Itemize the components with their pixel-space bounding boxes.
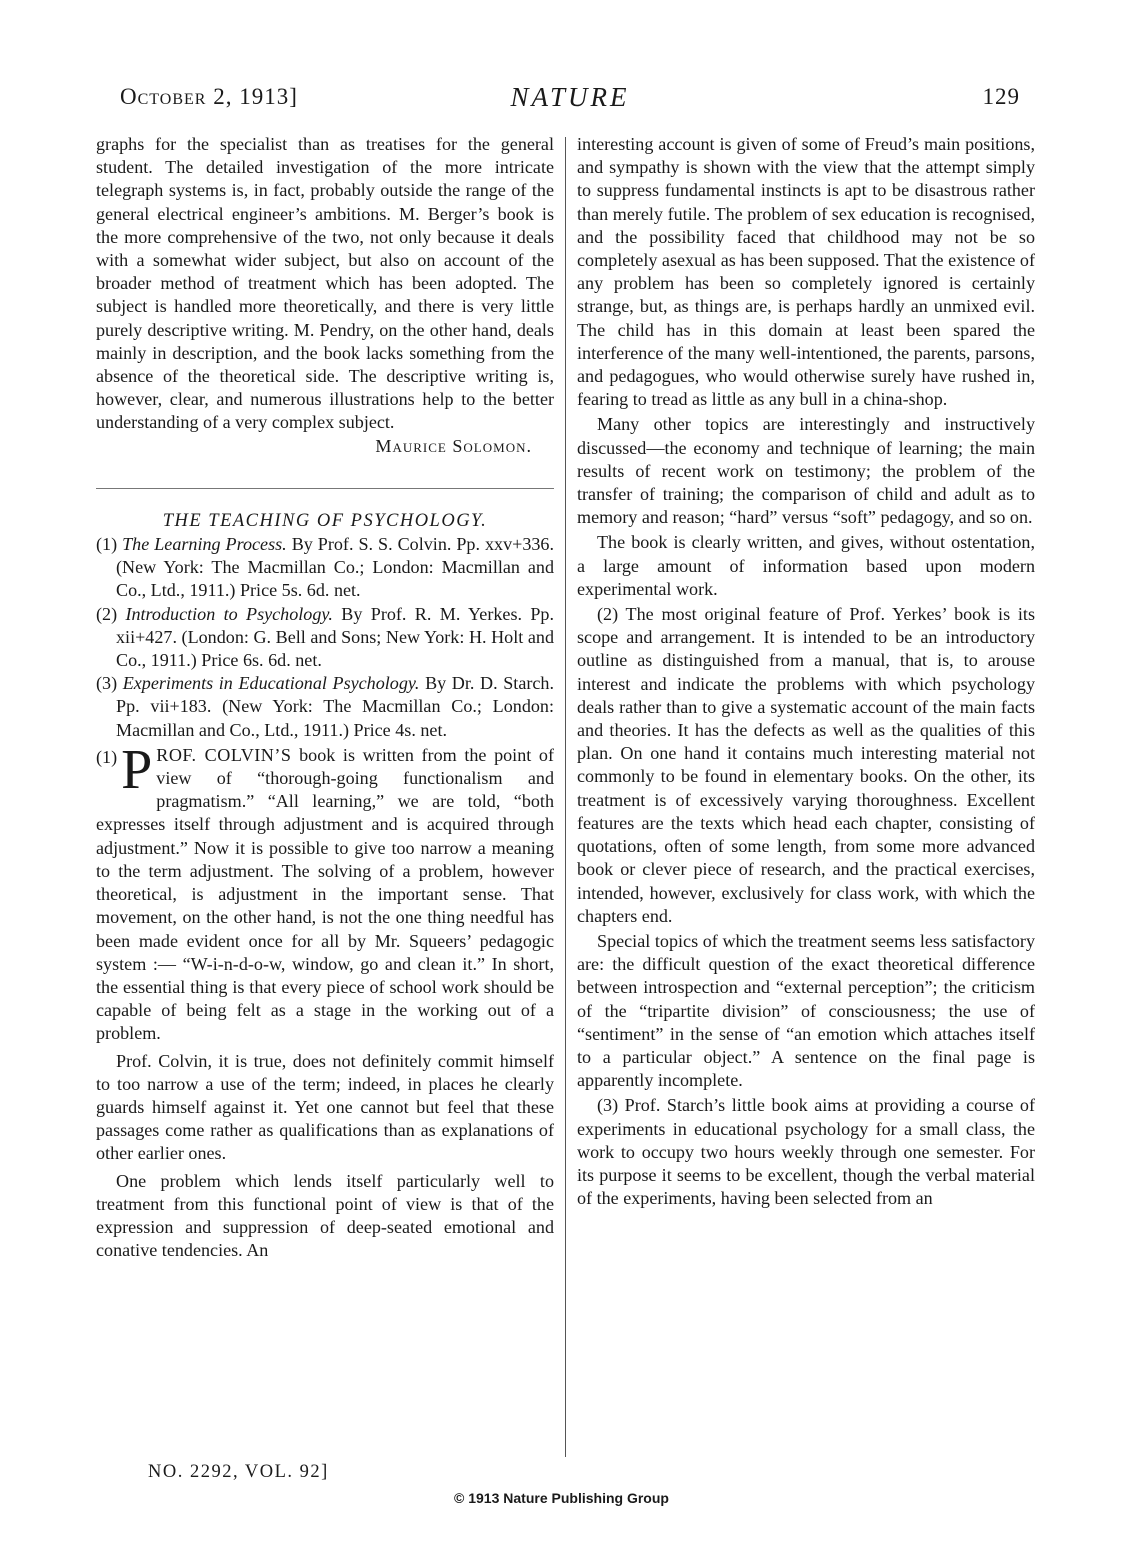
bib-details: By Prof. S. S. Colvin. Pp. xxv+336. (New York: The Macmillan Co.; London: Macmillan and Co., Ltd., 1911.) Price 5s. 6d. net.	[116, 534, 554, 601]
review-paragraph: (2) The most original feature of Prof. Yerkes’ book is its scope and arrangement. It is intended to be an introductory outline as distinguished from a manual, that is, to arouse interest and indicate the problems with which psychology deals rather than to give a systematic account of the main facts and theories. It has the defects as well as the qualities of this plan. On one hand it contains much interesting material not commonly to be found in elementary books. On the other, its treatment is of excessively varying thoroughness. Excellent features are the texts which head each chapter, consisting of quotations, often of some length, from some more advanced book or clever piece of research, and the practical exercises, intended, however, exclusively for class work, with which the chapters end.	[577, 604, 1035, 926]
review-paragraph: interesting account is given of some of Freud’s main positions, and sympathy is shown with the view that the attempt simply to suppress fundamental instincts is apt to be disastrous rather than merely futile. The problem of sex education is recognised, and the possibility faced that childhood may not be so completely asexual as has been supposed. That the existence of any problem has been so completely ignored is certainly strange, but, as things are, is perhaps hardly an unmixed evil. The child has in this domain at least been spared the interference of the many well-intentioned, the parents, parsons, and pedagogues, who would otherwise surely have rushed in, fearing to tread as little as any bull in a china-shop.	[577, 134, 1035, 410]
running-header	[120, 82, 1020, 118]
journal-title: NATURE	[510, 82, 630, 112]
bib-number: (1)	[96, 534, 123, 555]
review-paragraph	[96, 738, 554, 1046]
drop-cap: P	[121, 738, 153, 801]
paragraph-text: book is written from the point of view of “thorough-going functionalism and pragmatism.” “All learning,” we are told, “both expresses itself through adjustment and is acquired through adjustment.” Now it is possible to give too narrow a meaning to the term adjustment. The solving of a problem, however theoretical, is adjustment in the important sense. That movement, on the other hand, is not the one thing needful has been made evident once for all by Mr. Squeers’ pedagogic system :— “W-i-n-d-o-w, window, go and clean it.” In short, the essential thing is that every piece of school work should be capable of being felt as a stage in the working out of a problem.	[96, 744, 554, 1044]
bib-details: By Dr. D. Starch. Pp. vii+183. (New York: The Macmillan Co.; London: Macmillan and Co., Ltd., 1911.) Price 4s. net.	[116, 673, 554, 740]
review-paragraph: Special topics of which the treatment seems less satisfactory are: the difficult question of the exact theoretical difference between introspection and “external perception”; the criticism of the “tripartite division” of consciousness; the use of “sentiment” in the sense of “an emotion which attaches itself to a particular object.” A sentence on the final page is apparently incomplete.	[577, 930, 1035, 1091]
review-paragraph: Many other topics are interestingly and instructively discussed—the economy and technique of learning; the main results of recent work on testimony; the problem of the transfer of training; the comparison of child and adult as to memory and reason; “hard” versus “soft” pedagogy, and so on.	[577, 414, 1035, 528]
review-number: (1)	[96, 746, 118, 767]
bib-title: Experiments in Educational Psychology.	[122, 673, 420, 694]
bib-details: By Prof. R. M. Yerkes. Pp. xii+427. (London: G. Bell and Sons; New York: H. Holt and Co., 1911.) Price 6s. 6d. net.	[116, 603, 554, 671]
right-column	[577, 133, 1035, 1458]
review-paragraph: Prof. Colvin, it is true, does not definitely commit himself to too narrow a use of the term; indeed, in places he clearly guards himself against it. Yet one cannot but feel that these passages come rather as qualifications than as explanations of other earlier ones.	[96, 1050, 554, 1164]
lead-in-caps: ROF. COLVIN’S	[156, 744, 292, 765]
section-divider	[96, 488, 554, 490]
bibliography-entry	[96, 533, 554, 603]
bib-number: (3)	[96, 673, 123, 694]
section-title: THE TEACHING OF PSYCHOLOGY.	[162, 510, 488, 531]
review-signature: Maurice Solomon.	[375, 435, 532, 456]
bib-number: (2)	[96, 603, 126, 624]
copyright-notice: © 1913 Nature Publishing Group	[454, 1490, 669, 1506]
bib-title: The Learning Process.	[122, 534, 287, 555]
volume-number: NO. 2292, VOL. 92]	[148, 1462, 329, 1482]
review-paragraph: The book is clearly written, and gives, without ostentation, a large amount of information based upon modern experimental work.	[577, 532, 1035, 599]
review-paragraph: (3) Prof. Starch’s little book aims at providing a course of experiments in educational psychology for a small class, the work to occupy two hours weekly through one semester. For its purpose it seems to be excellent, though the verbal material of the experiments, having been selected from an	[577, 1095, 1035, 1209]
bibliography-entry	[96, 603, 554, 673]
column-rule	[565, 137, 566, 1457]
bib-title: Introduction to Psychology.	[125, 603, 333, 624]
bibliography-entry	[96, 672, 554, 742]
review-paragraph: One problem which lends itself particularly well to treatment from this functional point of view is that of the expression and suppression of deep-seated emotional and conative tendencies. An	[96, 1170, 554, 1261]
left-column	[96, 133, 554, 1458]
issue-date: October 2, 1913]	[120, 84, 298, 109]
page-number: 129	[982, 84, 1020, 109]
intro-paragraph: graphs for the specialist than as treatises for the general student. The detailed investigation of the more intricate telegraph systems is, in fact, probably outside the range of the general electrical engineer’s ambitions. M. Berger’s book is the more comprehensive of the two, not only because it deals with a somewhat wider subject, but also on account of the broader method of treatment which has been adopted. The subject is handled more theoretically, and there is very little purely descriptive writing. M. Pendry, on the other hand, deals mainly in description, and the book lacks something from the absence of the theoretical side. The descriptive writing is, however, clear, and numerous illustrations help to the better understanding of a very complex subject.	[96, 134, 554, 433]
